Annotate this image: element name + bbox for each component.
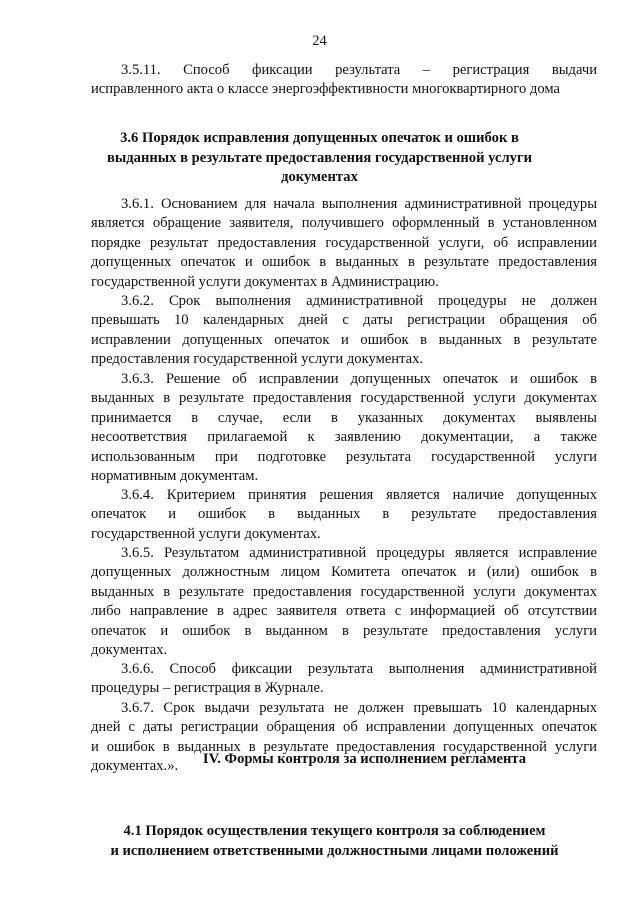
text-line: 3.5.11. Способ фиксации результата – регистрация выдачи (121, 62, 597, 78)
text-line: 3.6.2. Срок выполнения административной процедуры не должен (121, 293, 597, 309)
paragraph-3-6-5 (91, 544, 597, 660)
text-line: принимается в случае, если в указанных документах выявлены (91, 409, 597, 426)
paragraph-3-6-2 (91, 292, 597, 370)
text-line: опечаток и ошибок в выданном в результате предоставления услуги (91, 622, 597, 639)
text-line: исправлении допущенных опечаток и ошибок в выданных в результате (91, 331, 597, 348)
text-line: дней с даты регистрации обращения об исправлении допущенных опечаток (91, 719, 597, 736)
text-line: выданных в результате предоставления государственной услуги документах (91, 390, 597, 407)
text-line: государственной услуги документах в Администрацию. (91, 273, 439, 290)
heading-line: IV. Формы контроля за исполнением регламента (202, 751, 527, 767)
paragraph-3-6-4 (91, 486, 597, 544)
text-line: 3.6.5. Результатом административной процедуры является исправление (121, 545, 597, 561)
text-line: несоответствия прилагаемой к заявлению документации, а также (91, 429, 597, 446)
heading-line: документах (281, 169, 358, 186)
heading-line: 3.6 Порядок исправления допущенных опечаток и ошибок в (120, 130, 519, 146)
text-line: предоставления государственной услуги документах. (91, 351, 424, 368)
text-line: исправленного акта о классе энергоэффективности многоквартирного дома (91, 81, 560, 98)
text-line: 3.6.6. Способ фиксации результата выполнения административной (121, 661, 597, 677)
paragraph-3-6-1 (91, 195, 597, 292)
text-line: превышать 10 календарных дней с даты регистрации обращения об (91, 312, 597, 329)
heading-line: 4.1 Порядок осуществления текущего контроля за соблюдением (123, 823, 546, 839)
text-line: является обращение заявителя, получившего оформленный в установленном (91, 215, 597, 232)
text-line: нормативным документам. (91, 468, 259, 485)
text-line: 3.6.4. Критерием принятия решения является наличие допущенных (121, 487, 597, 503)
text-line: 3.6.3. Решение об исправлении допущенных опечаток и ошибок в (121, 371, 597, 387)
section-heading-iv (0, 750, 639, 770)
paragraph-3-6-3 (91, 370, 597, 486)
text-line: 3.6.1. Основанием для начала выполнения административной процедуры (121, 196, 597, 212)
text-line: документах. (91, 642, 168, 659)
text-line: допущенных опечаток и ошибок в выданных в результате предоставления (91, 254, 597, 271)
text-line: порядке результат предоставления государственной услуги, об исправлении (91, 234, 597, 251)
text-line: и ошибок в выданных в результате предоставления государственной услуги (91, 738, 597, 755)
paragraph-3-6-6 (91, 660, 597, 699)
text-line: процедуры – регистрация в Журнале. (91, 680, 324, 697)
text-line: государственной услуги документах. (91, 525, 321, 542)
text-line: документах.». (91, 758, 179, 775)
text-line: опечаток и ошибок в выданных в результате предоставления (91, 506, 597, 523)
heading-line: выданных в результате предоставления государственной услуги (107, 149, 532, 166)
page-number: 24 (312, 33, 327, 49)
section-heading-3-6 (0, 129, 639, 188)
text-line: либо направление в адрес заявителя ответа с информацией об отсутствии (91, 603, 597, 620)
text-line: 3.6.7. Срок выдачи результата не должен превышать 10 календарных (121, 700, 597, 716)
text-line: допущенных должностным лицом Комитета опечаток и (или) ошибок в (91, 564, 597, 581)
text-line: выданных в результате предоставления государственной услуги документах (91, 583, 597, 600)
section-heading-4-1 (0, 822, 639, 861)
text-line: использованным при подготовке результата государственной услуги (91, 448, 597, 465)
heading-line: и исполнением ответственными должностными лицами положений (110, 842, 559, 859)
paragraph-3-5-11 (91, 61, 597, 100)
